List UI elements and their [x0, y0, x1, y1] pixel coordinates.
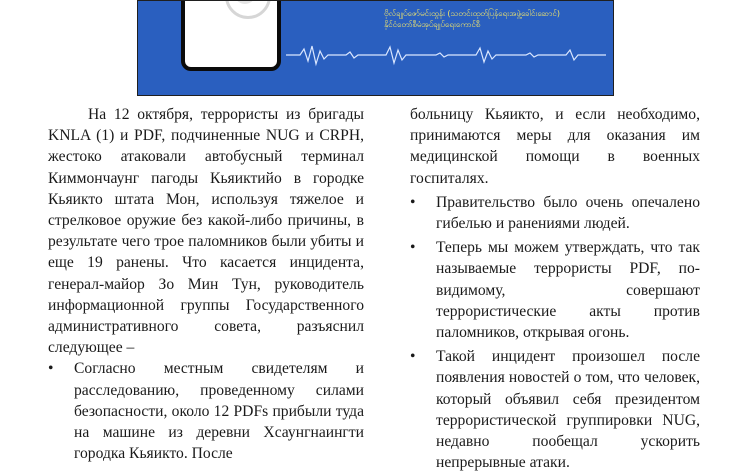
bullet-icon: •: [410, 348, 416, 366]
header-image-banner: [137, 0, 614, 96]
continued-paragraph: больницу Кьяикто, и если необходимо, принимаются меры для оказания им медицинской помощи в военных госпиталях.: [410, 106, 700, 187]
list-item-text: Правительство было очень опечалено гибелью и ранениями людей.: [436, 193, 700, 233]
article-right-column: [410, 104, 700, 476]
banner-caption-line: နိုင်ငံတော်စီမံအုပ်ချုပ်ရေးကောင်စီ: [384, 20, 481, 29]
list-item-text: Согласно местным свидетелям и расследованию, проведенному силами безопасности, около 12 PDFs прибыли туда на машине из деревни Хсаунгнаингти городка Кьяикто. После: [74, 360, 364, 463]
banner-caption-line: ဗိုလ်ချုပ်ဇော်မင်းထွန်း (သတင်းထုတ်ပြန်ရေးအဖွဲ့ခေါင်းဆောင်): [384, 9, 560, 18]
article-left-column: [48, 104, 364, 467]
article-paragraph: На 12 октября, террористы из бригады KNLA (1) и PDF, подчиненные NUG и CRPH, жестоко атаковали автобусный терминал Киммончаунг пагоды Кьяиктийо в городке Кьяикто штата Мон, используя тяжелое и стрелковое оружие без какой-либо причины, в результате чего трое паломников были убиты и еще 19 ранены. Что касается инцидента, генерал-майор Зо Мин Тун, руководитель информационной группы Государственного административного совета, разъяснил следующее –: [48, 106, 364, 357]
banner-caption: [384, 8, 594, 30]
list-item-text: Такой инцидент произошел после появления новостей о том, что человек, который объявил себя президентом террористической группировки NUG, недавно пообещал ускорить непрерывные атаки.: [436, 348, 700, 472]
list-item: [410, 237, 700, 343]
bullet-icon: •: [410, 239, 416, 257]
bullet-icon: •: [410, 193, 416, 211]
list-item: [410, 192, 700, 234]
list-item: [410, 346, 700, 473]
sound-wave-icon: [286, 41, 606, 69]
list-item: [48, 358, 364, 464]
list-item-text: Теперь мы можем утверждать, что так называемые террористы PDF, по-видимому, совершают террористические акты против паломников, открывая огонь.: [436, 239, 700, 342]
phone-illustration: [181, 0, 281, 71]
bullet-icon: •: [48, 360, 54, 378]
